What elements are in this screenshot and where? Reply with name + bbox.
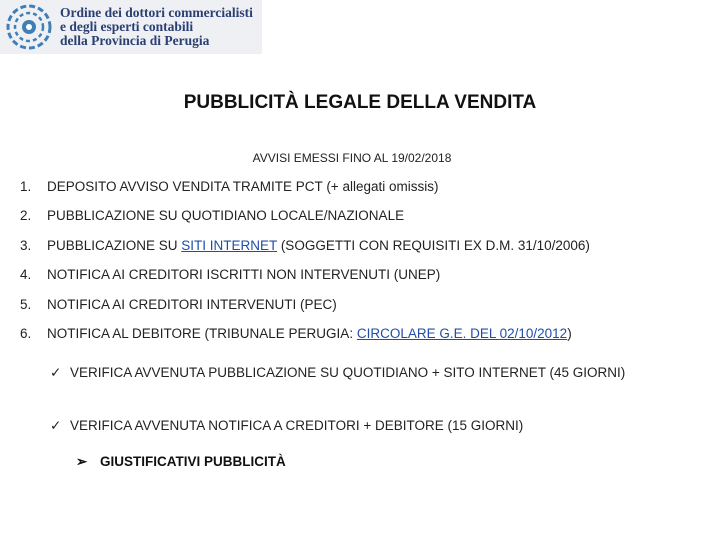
item-text: NOTIFICA AI CREDITORI ISCRITTI NON INTERVENUTI (UNEP): [47, 267, 441, 282]
item-number: 5.: [20, 297, 32, 312]
list-item: [20, 238, 590, 253]
page-subtitle: AVVISI EMESSI FINO AL 19/02/2018: [252, 151, 452, 165]
check-text: VERIFICA AVVENUTA NOTIFICA A CREDITORI + DEBITORE (15 GIORNI): [70, 418, 524, 433]
item-text: NOTIFICA AI CREDITORI INTERVENUTI (PEC): [47, 297, 337, 312]
logo-line-3: della Provincia di Perugia: [60, 33, 210, 48]
arrow-text: GIUSTIFICATIVI PUBBLICITÀ: [100, 454, 286, 469]
list-item: [20, 208, 404, 223]
logo-emblem-icon: [6, 4, 52, 50]
item-number: 4.: [20, 267, 32, 282]
logo-line-2: e degli esperti contabili: [60, 19, 194, 34]
item-text: PUBBLICAZIONE SU QUOTIDIANO LOCALE/NAZIONALE: [47, 208, 405, 223]
check-text: VERIFICA AVVENUTA PUBBLICAZIONE SU QUOTIDIANO + SITO INTERNET (45 GIORNI): [70, 365, 626, 380]
item-number: 1.: [20, 179, 32, 194]
item-text-post: (SOGGETTI CON REQUISITI EX D.M. 31/10/2006): [277, 238, 590, 253]
logo-text: [60, 6, 253, 48]
arrow-item: [76, 454, 286, 470]
checkmark-icon: ✓: [50, 365, 62, 380]
item-number: 2.: [20, 208, 32, 223]
logo-line-1: Ordine dei dottori commercialisti: [60, 5, 253, 20]
checkmark-icon: ✓: [50, 418, 62, 433]
item-text-pre: PUBBLICAZIONE SU: [47, 238, 182, 253]
item-number: 6.: [20, 326, 32, 341]
arrow-bullet-icon: ➢: [76, 454, 88, 469]
organization-logo: [0, 0, 262, 54]
circolare-link[interactable]: CIRCOLARE G.E. DEL 02/10/2012: [356, 326, 568, 341]
item-text-post: ): [567, 326, 572, 341]
check-item: [50, 363, 684, 383]
page-title: PUBBLICITÀ LEGALE DELLA VENDITA: [183, 92, 537, 113]
list-item: [20, 267, 440, 282]
siti-internet-link[interactable]: SITI INTERNET: [181, 238, 278, 253]
check-item: [50, 416, 684, 436]
list-item: [20, 297, 337, 312]
list-item: [20, 326, 572, 341]
item-text-pre: NOTIFICA AL DEBITORE (TRIBUNALE PERUGIA:: [47, 326, 357, 341]
item-number: 3.: [20, 238, 32, 253]
item-text: DEPOSITO AVVISO VENDITA TRAMITE PCT (+ allegati omissis): [47, 179, 439, 194]
list-item: [20, 179, 438, 194]
